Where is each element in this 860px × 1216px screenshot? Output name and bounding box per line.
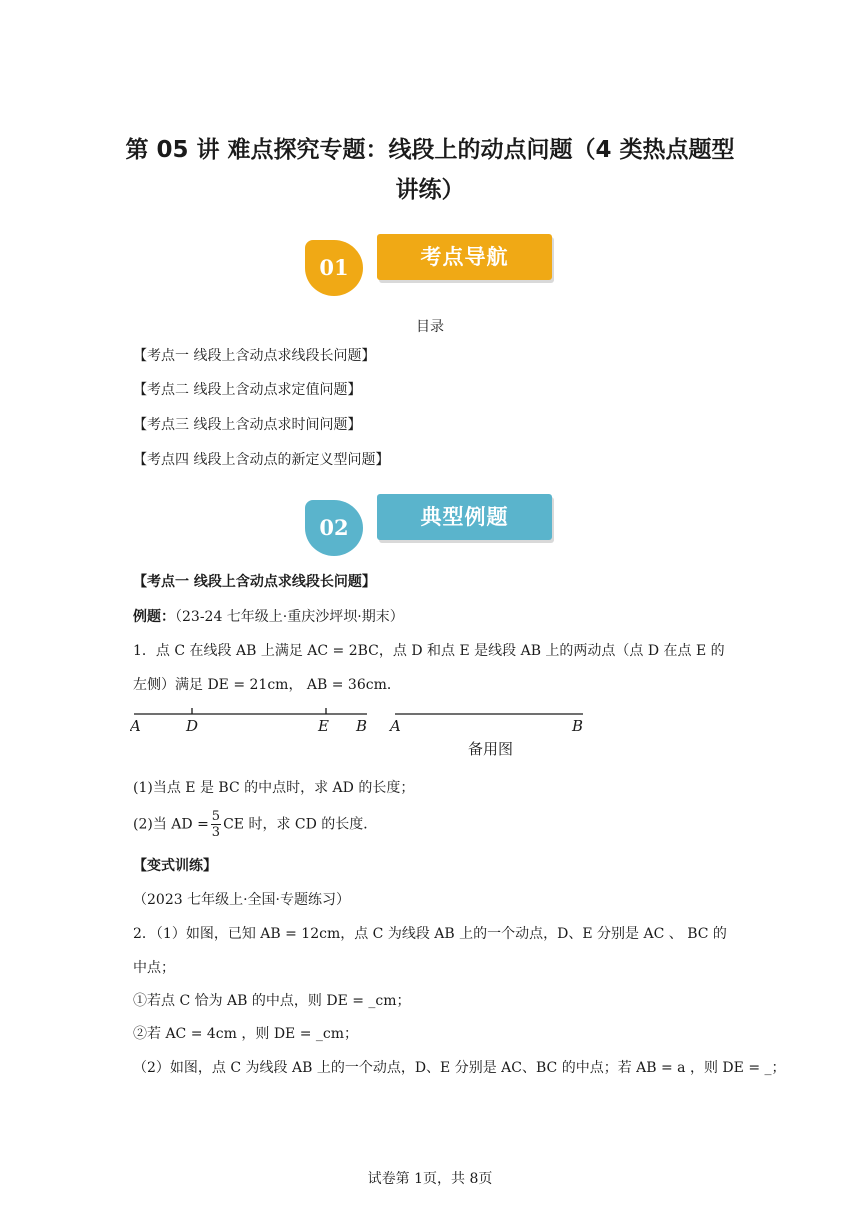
variant-source: （2023 七年级上·全国·专题练习）	[133, 892, 350, 908]
question-2-line-5: （2）如图，点 C 为线段 AB 上的一个动点，D、E 分别是 AC、BC 的中点；若 AB = a ，则 DE = _；	[133, 1060, 786, 1076]
toc-item-4: 【考点四 线段上含动点的新定义型问题】	[133, 452, 390, 468]
fraction-numerator: 5	[211, 809, 221, 824]
toc-item-3: 【考点三 线段上含动点求时间问题】	[133, 417, 362, 433]
question-1-line-2: 左侧）满足 DE = 21cm， AB = 36cm．	[133, 677, 401, 693]
question-1-part-2	[133, 809, 377, 840]
figure-caption: 备用图	[468, 740, 514, 758]
question-1-line-1: 1．点 C 在线段 AB 上满足 AC = 2BC，点 D 和点 E 是线段 AB 上的两动点（点 D 在点 E 的	[133, 643, 725, 659]
label-b: B	[356, 717, 368, 735]
variant-heading: 【变式训练】	[133, 858, 217, 874]
badge-number: 01	[319, 255, 349, 280]
badge-number-circle	[305, 240, 363, 296]
badge-label: 考点导航	[420, 245, 509, 269]
section-badge-examples	[305, 494, 565, 560]
question-2-line-1: 2．（1）如图，已知 AB = 12cm，点 C 为线段 AB 上的一个动点，D、E 分别是 AC 、 BC 的	[133, 926, 727, 942]
segment-figure	[130, 700, 600, 768]
example-label: 例题：	[133, 609, 175, 625]
badge-label-bar	[377, 234, 552, 280]
label-a: A	[130, 717, 141, 735]
example-source: （23-24 七年级上·重庆沙坪坝·期末）	[175, 609, 404, 625]
title-line-2: 讲练）	[395, 177, 465, 203]
fraction-denominator: 3	[211, 825, 221, 840]
label-a-spare: A	[390, 717, 401, 735]
example-line	[133, 607, 404, 627]
part-2-suffix: CE 时，求 CD 的长度．	[223, 816, 378, 833]
title-line-1: 第 05 讲 难点探究专题：线段上的动点问题（4 类热点题型	[125, 137, 735, 163]
fraction-5-3	[211, 809, 221, 840]
section-heading: 【考点一 线段上含动点求线段长问题】	[133, 574, 376, 590]
badge-number: 02	[319, 515, 349, 540]
label-e: E	[318, 717, 329, 735]
toc-heading: 目录	[416, 319, 444, 335]
part-2-prefix: (2)当 AD =	[133, 816, 209, 833]
toc-item-1: 【考点一 线段上含动点求线段长问题】	[133, 348, 376, 364]
label-d: D	[186, 717, 199, 735]
segment-diagram	[130, 700, 600, 764]
question-2-line-3: ①若点 C 恰为 AB 的中点，则 DE = _cm；	[133, 993, 411, 1009]
toc-item-2: 【考点二 线段上含动点求定值问题】	[133, 382, 362, 398]
badge-label-bar	[377, 494, 552, 540]
badge-number-circle	[305, 500, 363, 556]
question-2-line-4: ②若 AC = 4cm ，则 DE = _cm；	[133, 1026, 359, 1042]
label-b-spare: B	[572, 717, 584, 735]
page-title	[120, 130, 740, 210]
question-1-part-1: (1)当点 E 是 BC 的中点时，求 AD 的长度；	[133, 780, 415, 796]
badge-label: 典型例题	[420, 505, 509, 529]
page-footer: 试卷第 1页，共 8页	[367, 1171, 493, 1187]
section-badge-navigation	[305, 234, 565, 300]
question-2-line-2: 中点；	[133, 960, 175, 976]
